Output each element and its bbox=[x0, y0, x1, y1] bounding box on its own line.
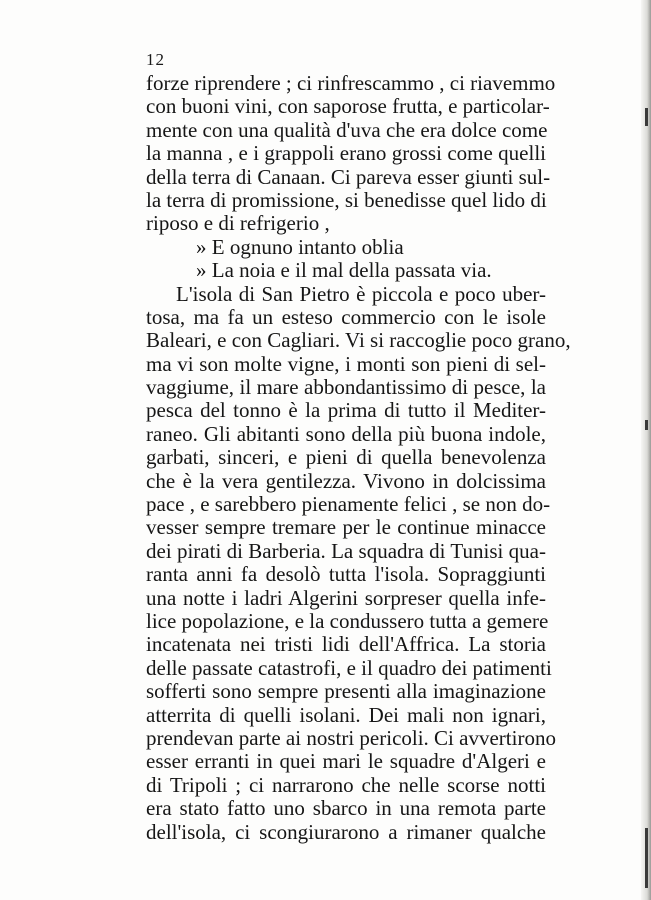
edge-mark bbox=[645, 420, 648, 430]
text-line: di Tripoli ; ci narrarono che nelle scorse notti bbox=[146, 772, 546, 797]
text-line: Baleari, e con Cagliari. Vi si raccoglie poco grano, bbox=[146, 328, 571, 353]
text-line: esser erranti in quei mari le squadre d'Algeri e bbox=[146, 749, 546, 774]
text-line: pace , e sarebbero pienamente felici , se non do- bbox=[146, 492, 551, 517]
text-line: vesser sempre tremare per le continue minacce bbox=[146, 515, 546, 540]
verse-line: » E ognuno intanto oblia bbox=[196, 234, 404, 259]
text-line: ranta anni fa desolò tutta l'isola. Sopraggiunti bbox=[146, 562, 546, 587]
page-number: 12 bbox=[146, 50, 165, 69]
text-line: delle passate catastrofi, e il quadro dei patimenti bbox=[146, 655, 552, 680]
text-line: tosa, ma fa un esteso commercio con le isole bbox=[146, 304, 546, 329]
text-line: vaggiume, il mare abbondantissimo di pesce, la bbox=[146, 375, 546, 400]
text-line: raneo. Gli abitanti sono della più buona indole, bbox=[146, 421, 546, 446]
text-line: pesca del tonno è la prima di tutto il Mediter- bbox=[146, 398, 546, 423]
text-line: L'isola di San Pietro è piccola e poco uber- bbox=[176, 281, 546, 306]
verse-line: » La noia e il mal della passata via. bbox=[196, 258, 492, 283]
text-line: riposo e di refrigerio , bbox=[146, 211, 330, 236]
text-line: la manna , e i grappoli erano grossi come quelli bbox=[146, 141, 546, 166]
text-line: della terra di Canaan. Ci pareva esser giunti sul- bbox=[146, 164, 551, 189]
text-line: forze riprendere ; ci rinfrescammo , ci riavemmo bbox=[146, 71, 556, 95]
edge-mark bbox=[645, 828, 648, 888]
page-edge-shadow bbox=[641, 0, 651, 900]
text-line: dei pirati di Barberia. La squadra di Tunisi qua- bbox=[146, 538, 546, 563]
text-line: con buoni vini, con saporose frutta, e particolar- bbox=[146, 94, 550, 119]
text-line: mente con una qualità d'uva che era dolce come bbox=[146, 117, 548, 142]
text-line: era stato fatto uno sbarco in una remota parte bbox=[146, 796, 546, 821]
text-line: una notte i ladri Algerini sorpreser quella infe- bbox=[146, 585, 546, 610]
text-line: atterrita di quelli isolani. Dei mali non ignari, bbox=[146, 702, 546, 727]
text-line: lice popolazione, e la condussero tutta a gemere bbox=[146, 608, 549, 633]
text-line: incatenata nei tristi lidi dell'Affrica. La storia bbox=[146, 632, 546, 657]
text-line: sofferti sono sempre presenti alla imaginazione bbox=[146, 679, 546, 704]
text-line: dell'isola, ci scongiurarono a rimaner qualche bbox=[146, 819, 546, 844]
text-line: prendevan parte ai nostri pericoli. Ci avvertirono bbox=[146, 725, 556, 750]
text-line: ma vi son molte vigne, i monti son pieni di sel- bbox=[146, 351, 546, 376]
edge-mark bbox=[645, 108, 648, 126]
text-line: garbati, sinceri, e pieni di quella benevolenza bbox=[146, 445, 546, 470]
text-line: che è la vera gentilezza. Vivono in dolcissima bbox=[146, 468, 546, 493]
body-text bbox=[146, 71, 571, 844]
text-line: la terra di promissione, si benedisse quel lido di bbox=[146, 187, 547, 212]
